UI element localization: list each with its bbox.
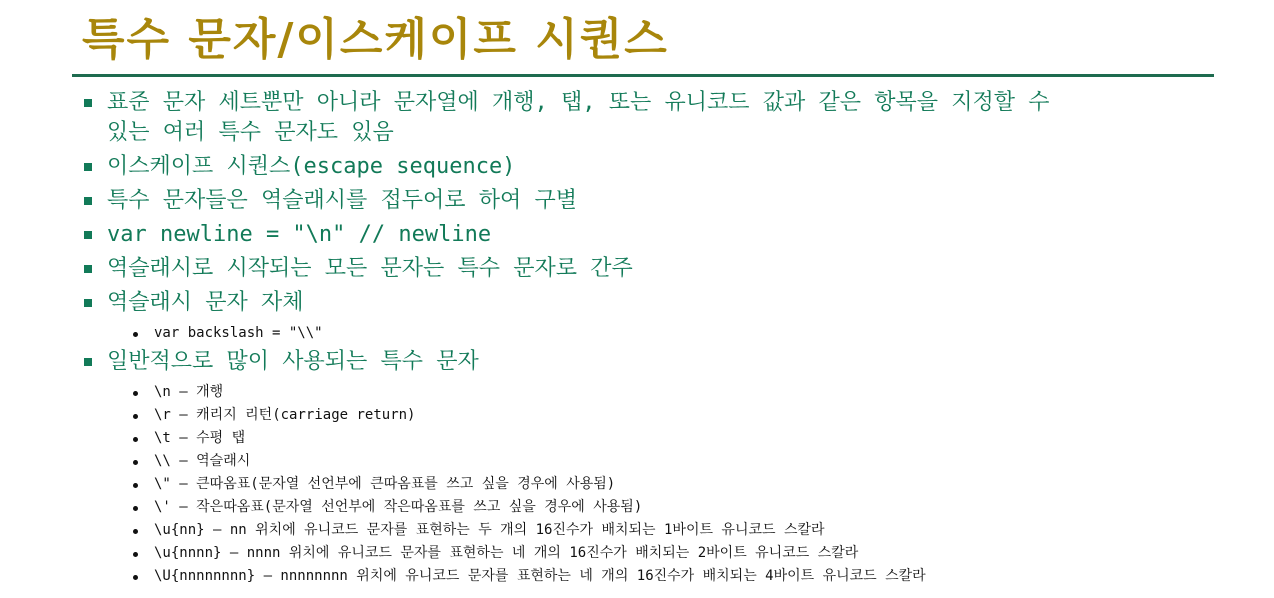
- sub-list-backslash: [82, 322, 1212, 345]
- sub-bullet-text: var backslash = "\\": [154, 325, 323, 341]
- sub-bullet-text: \U{nnnnnnnn} – nnnnnnnn 위치에 유니코드 문자를 표현하는 네 개의 16진수가 배치되는 4바이트 유니코드 스칼라: [154, 568, 926, 584]
- round-bullet-icon: [133, 391, 138, 396]
- sub-bullet-text: \r – 캐리지 리턴(carriage return): [154, 407, 416, 423]
- sub-bullet: [82, 322, 1212, 345]
- sub-bullet: [82, 473, 1212, 496]
- bullet-text: 역슬래시 문자 자체: [107, 290, 304, 315]
- sub-bullet-text: \u{nnnn} – nnnn 위치에 유니코드 문자를 표현하는 네 개의 16진수가 배치되는 2바이트 유니코드 스칼라: [154, 545, 859, 561]
- bullet-text: 이스케이프 시퀀스(escape sequence): [107, 154, 516, 179]
- bullet-escape-sequence: [82, 152, 1212, 182]
- sub-bullet: [82, 404, 1212, 427]
- round-bullet-icon: [133, 460, 138, 465]
- square-bullet-icon: [84, 358, 92, 366]
- round-bullet-icon: [133, 529, 138, 534]
- sub-bullet: [82, 565, 1212, 588]
- round-bullet-icon: [133, 414, 138, 419]
- square-bullet-icon: [84, 231, 92, 239]
- round-bullet-icon: [133, 552, 138, 557]
- bullet-prefix: [82, 186, 1212, 216]
- slide-title: 특수 문자/이스케이프 시퀀스: [82, 14, 669, 65]
- round-bullet-icon: [133, 575, 138, 580]
- bullet-code-example: [82, 220, 1212, 250]
- sub-bullet: [82, 542, 1212, 565]
- sub-bullet-text: \n – 개행: [154, 384, 224, 400]
- sub-bullet-text: \u{nn} – nn 위치에 유니코드 문자를 표현하는 두 개의 16진수가 배치되는 1바이트 유니코드 스칼라: [154, 522, 825, 538]
- sub-list-special-chars: [82, 381, 1212, 588]
- square-bullet-icon: [84, 163, 92, 171]
- bullet-text: 표준 문자 세트뿐만 아니라 문자열에 개행, 탭, 또는 유니코드 값과 같은 항목을 지정할 수: [107, 90, 1050, 115]
- bullet-intro: [82, 88, 1212, 148]
- sub-bullet-text: \\ – 역슬래시: [154, 453, 251, 469]
- bullet-common-special-chars: [82, 347, 1212, 377]
- square-bullet-icon: [84, 299, 92, 307]
- sub-bullet: [82, 381, 1212, 404]
- bullet-text: 역슬래시로 시작되는 모든 문자는 특수 문자로 간주: [107, 256, 633, 281]
- bullet-text: 있는 여러 특수 문자도 있음: [107, 120, 394, 145]
- round-bullet-icon: [133, 506, 138, 511]
- bullet-text: var newline = "\n" // newline: [107, 222, 492, 247]
- sub-bullet: [82, 519, 1212, 542]
- round-bullet-icon: [133, 437, 138, 442]
- bullet-special-chars-rule: [82, 254, 1212, 284]
- title-divider: [72, 74, 1214, 77]
- sub-bullet: [82, 427, 1212, 450]
- round-bullet-icon: [133, 332, 138, 337]
- square-bullet-icon: [84, 197, 92, 205]
- sub-bullet-text: \' – 작은따옴표(문자열 선언부에 작은따옴표를 쓰고 싶을 경우에 사용됨): [154, 499, 643, 515]
- slide-content: [82, 88, 1212, 590]
- sub-bullet-text: \t – 수평 탭: [154, 430, 246, 446]
- round-bullet-icon: [133, 483, 138, 488]
- bullet-backslash-itself: [82, 288, 1212, 318]
- sub-bullet-text: \" – 큰따옴표(문자열 선언부에 큰따옴표를 쓰고 싶을 경우에 사용됨): [154, 476, 616, 492]
- bullet-text: 일반적으로 많이 사용되는 특수 문자: [107, 349, 479, 374]
- square-bullet-icon: [84, 99, 92, 107]
- sub-bullet: [82, 450, 1212, 473]
- square-bullet-icon: [84, 265, 92, 273]
- sub-bullet: [82, 496, 1212, 519]
- bullet-text: 특수 문자들은 역슬래시를 접두어로 하여 구별: [107, 188, 578, 213]
